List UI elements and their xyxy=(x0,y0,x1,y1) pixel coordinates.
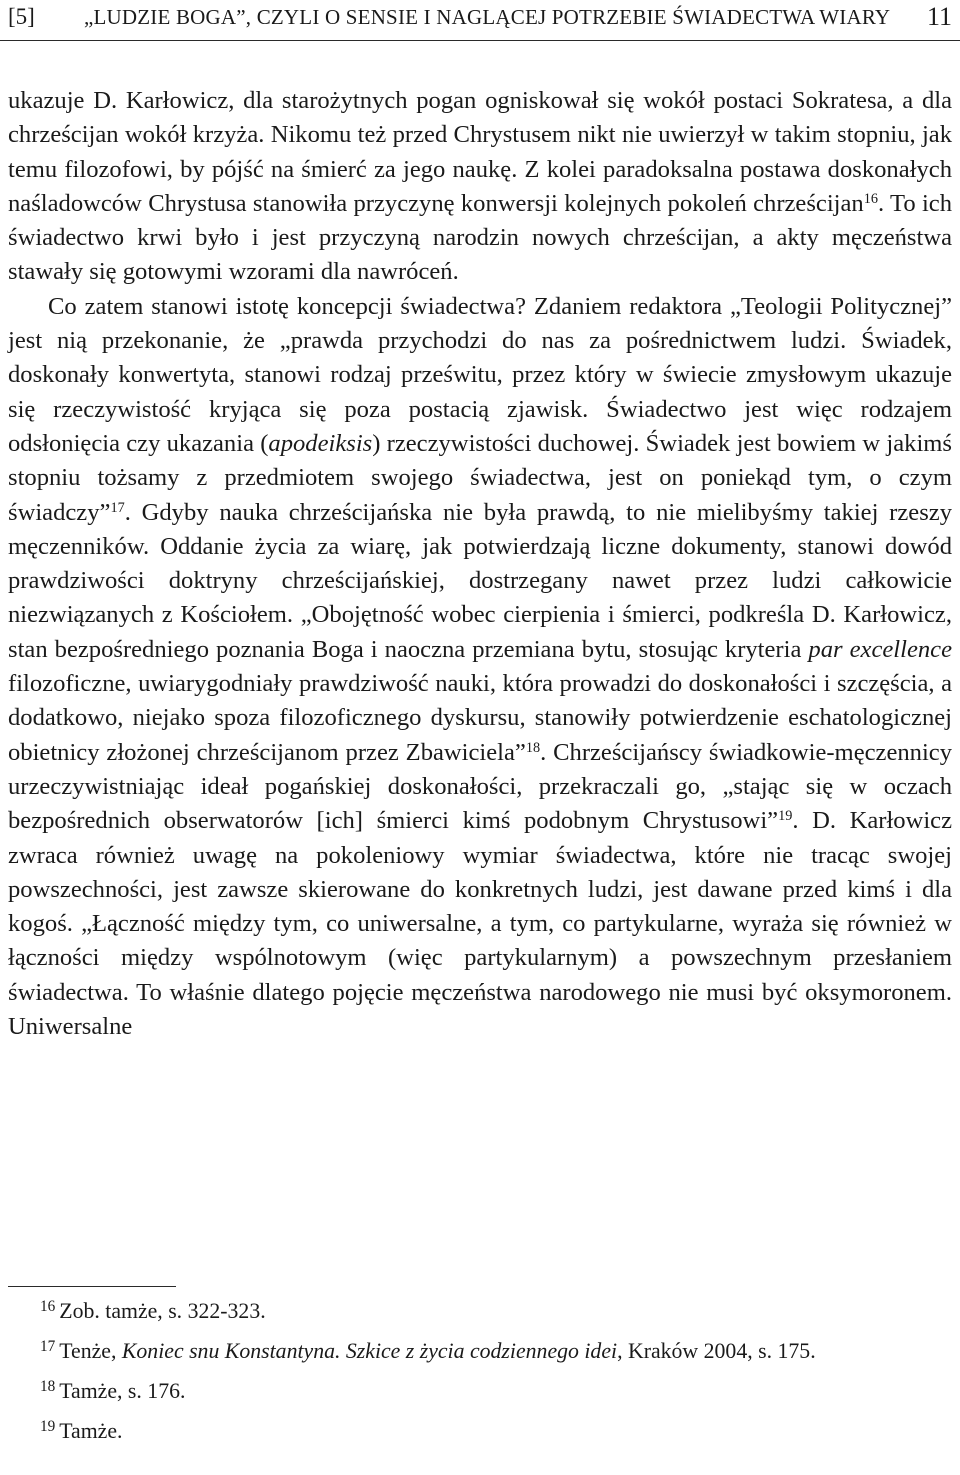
footnote-text: Zob. tamże, s. 322-323. xyxy=(59,1299,266,1323)
footnote-text: , Kraków 2004, s. 175. xyxy=(617,1339,816,1363)
footnote-number: 18 xyxy=(40,1378,56,1396)
footnote-number: 16 xyxy=(40,1298,56,1316)
text-run: . D. Karłowicz zwraca również uwagę na pokoleniowy wymiar świadectwa, które nie tracąc swojej powszechności, jest zawsze skierowane do konkretnych ludzi, jest dawane przed kimś i dla kogoś. „Łączność między tym, co uniwersalne, a tym, co partykularne, wyraża się również w łączności między wspólnotowym (więc partykularnym) a powszechnym przesłaniem świadectwa. To właśnie dlatego pojęcie męczeństwa narodowego nie musi być oksymoronem. Uniwersalne xyxy=(8,807,953,1041)
footnote-ref[interactable]: 17 xyxy=(110,499,125,516)
footnote-text: Tenże, xyxy=(59,1339,122,1363)
main-text xyxy=(8,84,952,1044)
running-header xyxy=(0,0,960,41)
page-number: 11 xyxy=(926,2,952,31)
text-run: ukazuje D. Karłowicz, dla starożytnych pogan ogniskował się wokół postaci Sokratesa, a dla chrześcijan wokół krzyża. Nikomu też przed Chrystusem nikt nie uwierzył w takim stopniu, jak temu filozofowi, by pójść na śmierć za jego naukę. Z kolei paradoksalna postawa doskonałych naśladowców Chrystusa stanowiła przyczynę konwersji kolejnych pokoleń chrześcijan xyxy=(8,87,952,217)
italic-term: par excellence xyxy=(808,635,953,663)
footnote-ref[interactable]: 16 xyxy=(863,191,878,208)
paragraph xyxy=(8,290,952,1045)
text-run: . To ich świadectwo krwi było i jest przyczyną narodzin nowych chrześcijan, a akty męczeństwa stawały się gotowymi wzorami dla nawróceń. xyxy=(8,189,952,286)
text-run: ) rzeczywistości duchowej. Świadek jest bowiem w jakimś stopniu tożsamy z przedmiotem swojego świadectwa, jest on poniekąd tym, o czym świadczy” xyxy=(8,429,952,526)
footnote-divider xyxy=(8,1286,176,1287)
footnotes xyxy=(8,1296,952,1446)
text-run: Co zatem stanowi istotę koncepcji świadectwa? Zdaniem redaktora „Teologii Politycznej” jest nią przekonanie, że „prawda przychodzi do nas za pośrednictwem ludzi. Świadek, doskonały konwertyta, stanowi rodzaj prześwitu, przez który w świecie zmysłowym ukazuje się rzeczywistość kryjąca się poza postacią zjawisk. Świadectwo jest więc rodzajem odsłonięcia czy ukazania ( xyxy=(8,292,952,457)
footnote-ref[interactable]: 19 xyxy=(778,808,793,825)
footnote-text: Tamże, s. 176. xyxy=(59,1379,186,1403)
paragraph xyxy=(8,84,952,290)
text-run: . Gdyby nauka chrześcijańska nie była prawdą, to nie mielibyśmy takiej rzeszy męczenników. Oddanie życia za wiarę, jak potwierdzają liczne dokumenty, stanowi dowód prawdziwości doktryny chrześcijańskiej, dostrzegany nawet przez ludzi całkowicie niezwiązanych z Kościołem. „Obojętność wobec cierpienia i śmierci, podkreśla D. Karłowicz, stan bezpośredniego poznania Boga i naoczna przemiana bytu, stosując kryteria xyxy=(8,498,952,663)
footnote-number: 17 xyxy=(40,1338,56,1356)
italic-term: apodeiksis xyxy=(268,429,373,457)
footnote xyxy=(8,1296,952,1326)
footnote xyxy=(8,1416,952,1446)
section-marker: [5] xyxy=(8,4,35,29)
running-title: „LUDZIE BOGA”, CZYLI O SENSIE I NAGLĄCEJ POTRZEBIE ŚWIADECTWA WIARY xyxy=(84,5,891,29)
book-title: Koniec snu Konstantyna. Szkice z życia codziennego idei xyxy=(121,1339,618,1363)
footnote-text: Tamże. xyxy=(59,1419,123,1443)
footnote-ref[interactable]: 18 xyxy=(525,739,541,756)
footnote xyxy=(8,1336,952,1366)
text-run: . Chrześcijańscy świadkowie-męczennicy urzeczywistniając ideał pogańskiej doskonałości, przekraczali go, „stając się w oczach bezpośrednich obserwatorów [ich] śmierci kimś podobnym Chrystusowi” xyxy=(8,738,952,835)
text-run: filozoficzne, uwiarygodniały prawdziwość nauki, która prowadzi do doskonałości i szczęścia, a dodatkowo, niejako spoza filozoficznego dyskursu, stanowiły potwierdzenie eschatologicznej obietnicy złożonej chrześcijanom przez Zbawiciela” xyxy=(8,670,952,766)
footnote xyxy=(8,1376,952,1406)
footnote-number: 19 xyxy=(40,1418,56,1436)
